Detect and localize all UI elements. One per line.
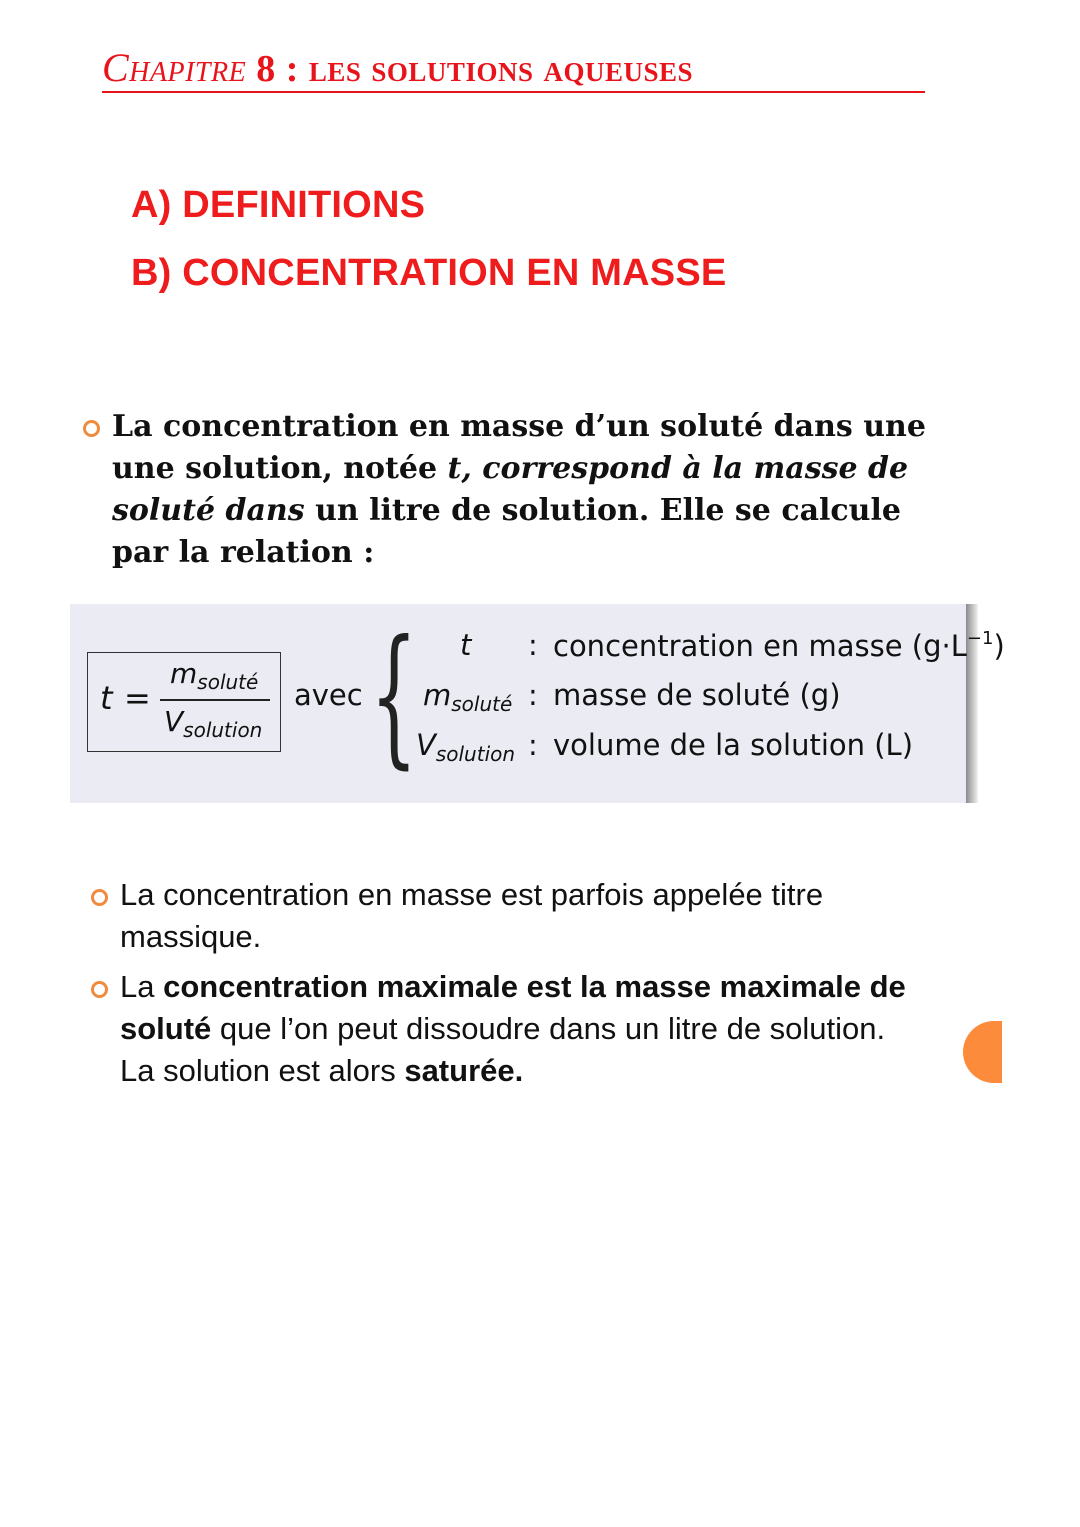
denominator-subscript: solution bbox=[183, 718, 263, 742]
bullet-ring-icon bbox=[83, 420, 100, 437]
variable-description bbox=[553, 628, 1005, 663]
bullet-ring-icon bbox=[91, 981, 108, 998]
equation-equals: = bbox=[124, 679, 151, 717]
section-heading-definitions: A) DEFINITIONS bbox=[131, 184, 426, 226]
variable-name bbox=[460, 628, 471, 662]
note-concentration-maximale bbox=[120, 966, 920, 1092]
variable-name bbox=[416, 728, 515, 766]
note-text-lead: La bbox=[120, 969, 164, 1004]
fraction-denominator bbox=[164, 705, 262, 742]
variable-description: volume de la solution (L) bbox=[553, 728, 914, 762]
numerator-symbol: m bbox=[170, 657, 198, 690]
definition-text-3: un litre de solution. Elle se calcule par la relation : bbox=[112, 493, 901, 570]
chapter-title-rest: 8 : les solutions aqueuses bbox=[246, 48, 694, 90]
variable-desc-after: ) bbox=[993, 629, 1005, 663]
numerator-subscript: soluté bbox=[197, 670, 259, 694]
decorative-half-circle-icon bbox=[963, 1021, 1002, 1083]
boxed-equation bbox=[87, 652, 281, 752]
definition-variable: t, bbox=[447, 451, 472, 486]
variable-colon: : bbox=[528, 678, 538, 712]
section-heading-concentration: B) CONCENTRATION EN MASSE bbox=[131, 252, 727, 294]
chapter-title bbox=[102, 44, 693, 91]
note-titre-massique: La concentration en masse est parfois appelée titre massique. bbox=[120, 877, 824, 954]
definition-paragraph bbox=[112, 406, 932, 574]
left-brace-icon: { bbox=[370, 609, 418, 783]
variable-desc-sup: −1 bbox=[966, 628, 994, 649]
variable-subscript: soluté bbox=[451, 692, 513, 716]
fraction-numerator bbox=[170, 657, 258, 694]
note-text-middle: que l’on peut dissoudre dans un litre de solution. La solution est alors bbox=[120, 1011, 886, 1088]
bullet-ring-icon bbox=[91, 889, 108, 906]
denominator-symbol: V bbox=[164, 705, 184, 738]
fraction-bar bbox=[160, 699, 270, 701]
definition-text-italic: correspond à la masse de soluté dans bbox=[112, 451, 909, 528]
variable-subscript: solution bbox=[435, 742, 516, 766]
variable-symbol: m bbox=[423, 678, 452, 712]
definition-text-1: La concentration en masse d’un soluté dans une une solution, notée bbox=[112, 409, 926, 486]
variable-description: masse de soluté (g) bbox=[553, 678, 841, 712]
chapter-title-word: Chapitre bbox=[102, 45, 247, 90]
note-text-bold: concentration maximale est la masse maximale de soluté bbox=[120, 969, 906, 1046]
avec-label: avec bbox=[294, 678, 363, 712]
variable-symbol: V bbox=[416, 728, 436, 762]
variable-colon: : bbox=[528, 628, 538, 662]
variable-symbol: t bbox=[460, 628, 472, 662]
equation-lhs: t bbox=[100, 679, 113, 717]
variable-desc-text: concentration en masse (g·L bbox=[553, 629, 967, 663]
variable-colon: : bbox=[528, 728, 538, 762]
title-underline bbox=[102, 91, 925, 93]
note-text-saturee: saturée. bbox=[404, 1053, 524, 1088]
variable-name bbox=[423, 678, 512, 716]
